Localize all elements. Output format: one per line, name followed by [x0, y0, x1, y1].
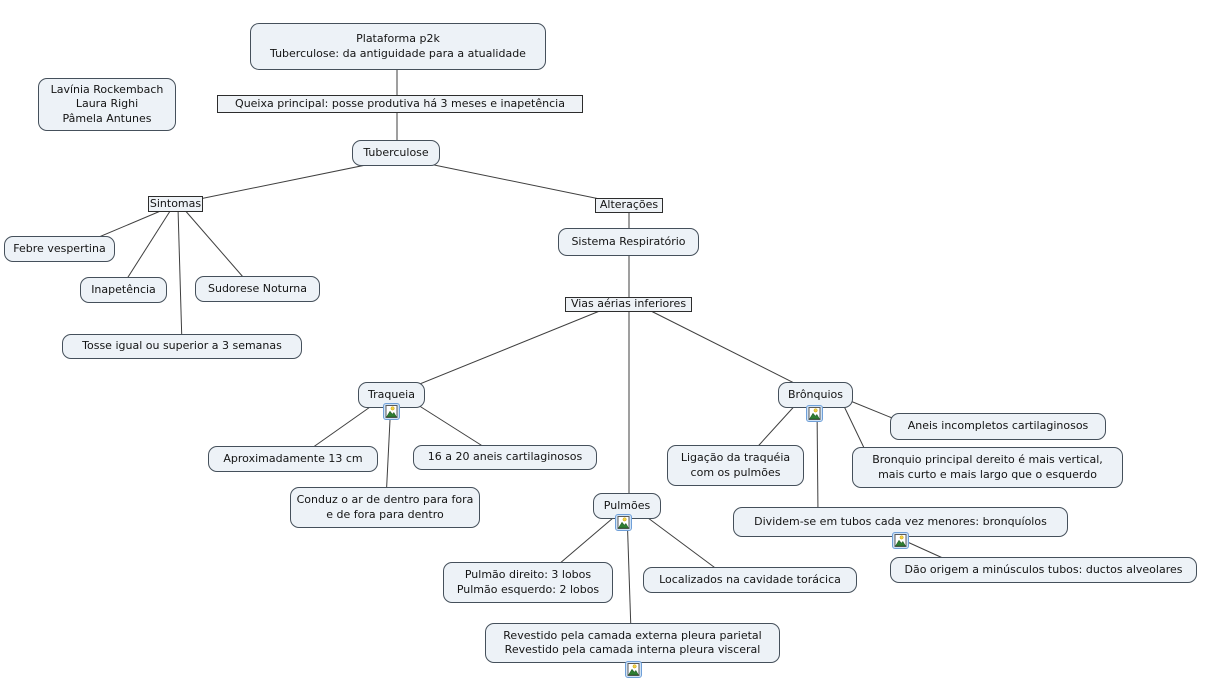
edge-vias-bronquios: [645, 308, 812, 392]
edge-sintomas-inapetencia: [123, 208, 172, 285]
node-aneis-incompletos[interactable]: [890, 413, 1106, 440]
link-label-alteracoes[interactable]: [595, 198, 663, 213]
node-autores[interactable]: [38, 78, 176, 131]
node-text: Sistema Respiratório: [571, 234, 686, 248]
link-label-sintomas[interactable]: [148, 196, 203, 212]
node-text: Lavínia Rockembach: [50, 83, 164, 97]
node-text: Tosse igual ou superior a 3 semanas: [82, 339, 282, 353]
node-text: Conduz o ar de dentro para fora: [296, 493, 474, 507]
node-text: Bronquio principal dereito é mais vertical,: [872, 453, 1103, 467]
node-tuberculose[interactable]: [352, 140, 440, 166]
node-text: Dão origem a minúsculos tubos: ductos alveolares: [904, 562, 1183, 576]
node-text: Tuberculose: [363, 145, 429, 159]
node-conduz-o-ar[interactable]: [290, 487, 480, 528]
node-aproximadamente-13cm[interactable]: [208, 446, 378, 472]
node-text: Traqueia: [368, 387, 415, 401]
edge-vias-traqueia: [400, 306, 612, 392]
link-label-text: Sintomas: [149, 196, 202, 210]
edge-pulmoes-localizados: [640, 512, 722, 573]
node-pulmao-lobos[interactable]: [443, 562, 613, 603]
node-text: com os pulmões: [690, 465, 781, 479]
node-text: Laura Righi: [75, 97, 139, 111]
node-text: Revestido pela camada externa pleura parietal: [503, 628, 762, 642]
edge-sintomas-tosse: [178, 208, 182, 345]
node-tosse[interactable]: [62, 334, 302, 359]
image-resource-icon[interactable]: [892, 532, 909, 549]
link-label-queixa-principal[interactable]: [217, 95, 583, 113]
link-label-text: Queixa principal: posse produtiva há 3 meses e inapetência: [235, 96, 565, 110]
node-text: Sudorese Noturna: [208, 281, 307, 295]
node-text: Inapetência: [91, 282, 156, 296]
link-label-vias-aerias[interactable]: [565, 297, 692, 312]
node-ligacao-traqueia-pulmoes[interactable]: [667, 445, 804, 486]
edge-sintomas-sudorese: [183, 208, 250, 285]
node-text: Localizados na cavidade torácica: [659, 572, 841, 586]
node-sudorese-noturna[interactable]: [195, 276, 320, 302]
node-inapetencia[interactable]: [80, 277, 167, 303]
node-revestido-pleura[interactable]: [485, 623, 780, 663]
node-localizados-cavidade[interactable]: [643, 567, 857, 593]
node-text: Pulmões: [603, 498, 651, 512]
edge-bronquios-bronquio-principal: [842, 402, 866, 452]
node-text: Febre vespertina: [13, 241, 106, 255]
node-sistema-respiratorio[interactable]: [558, 228, 699, 256]
node-text: Brônquios: [788, 387, 843, 401]
image-resource-icon[interactable]: [806, 405, 823, 422]
node-16-20-aneis[interactable]: [413, 445, 597, 470]
image-resource-icon[interactable]: [625, 661, 642, 678]
node-text: Pâmela Antunes: [62, 111, 152, 125]
link-label-text: Alterações: [599, 198, 659, 212]
link-label-text: Vias aérias inferiores: [570, 297, 687, 311]
node-text: 16 a 20 aneis cartilaginosos: [427, 450, 583, 464]
node-text: Pulmão esquerdo: 2 lobos: [456, 582, 600, 596]
node-text: Pulmão direito: 3 lobos: [464, 568, 592, 582]
node-text: mais curto e mais largo que o esquerdo: [878, 467, 1097, 481]
node-text: Aneis incompletos cartilaginosos: [907, 419, 1089, 433]
node-text: Aproximadamente 13 cm: [223, 451, 363, 465]
node-text: Revestido pela camada interna pleura visceral: [504, 643, 761, 656]
node-text: Plataforma p2k: [356, 32, 440, 46]
image-resource-icon[interactable]: [383, 403, 400, 420]
node-febre-vespertina[interactable]: [4, 236, 115, 262]
node-bronquio-principal[interactable]: [852, 447, 1123, 488]
node-text: Ligação da traquéia: [680, 451, 791, 465]
node-plataforma-p2k[interactable]: [250, 23, 546, 70]
node-dao-origem-ductos[interactable]: [890, 557, 1197, 583]
node-text: e de fora para dentro: [326, 507, 444, 521]
node-text: Tuberculose: da antiguidade para a atualidade: [270, 46, 526, 60]
node-text: Dividem-se em tubos cada vez menores: bronquíolos: [754, 514, 1047, 528]
image-resource-icon[interactable]: [615, 514, 632, 531]
